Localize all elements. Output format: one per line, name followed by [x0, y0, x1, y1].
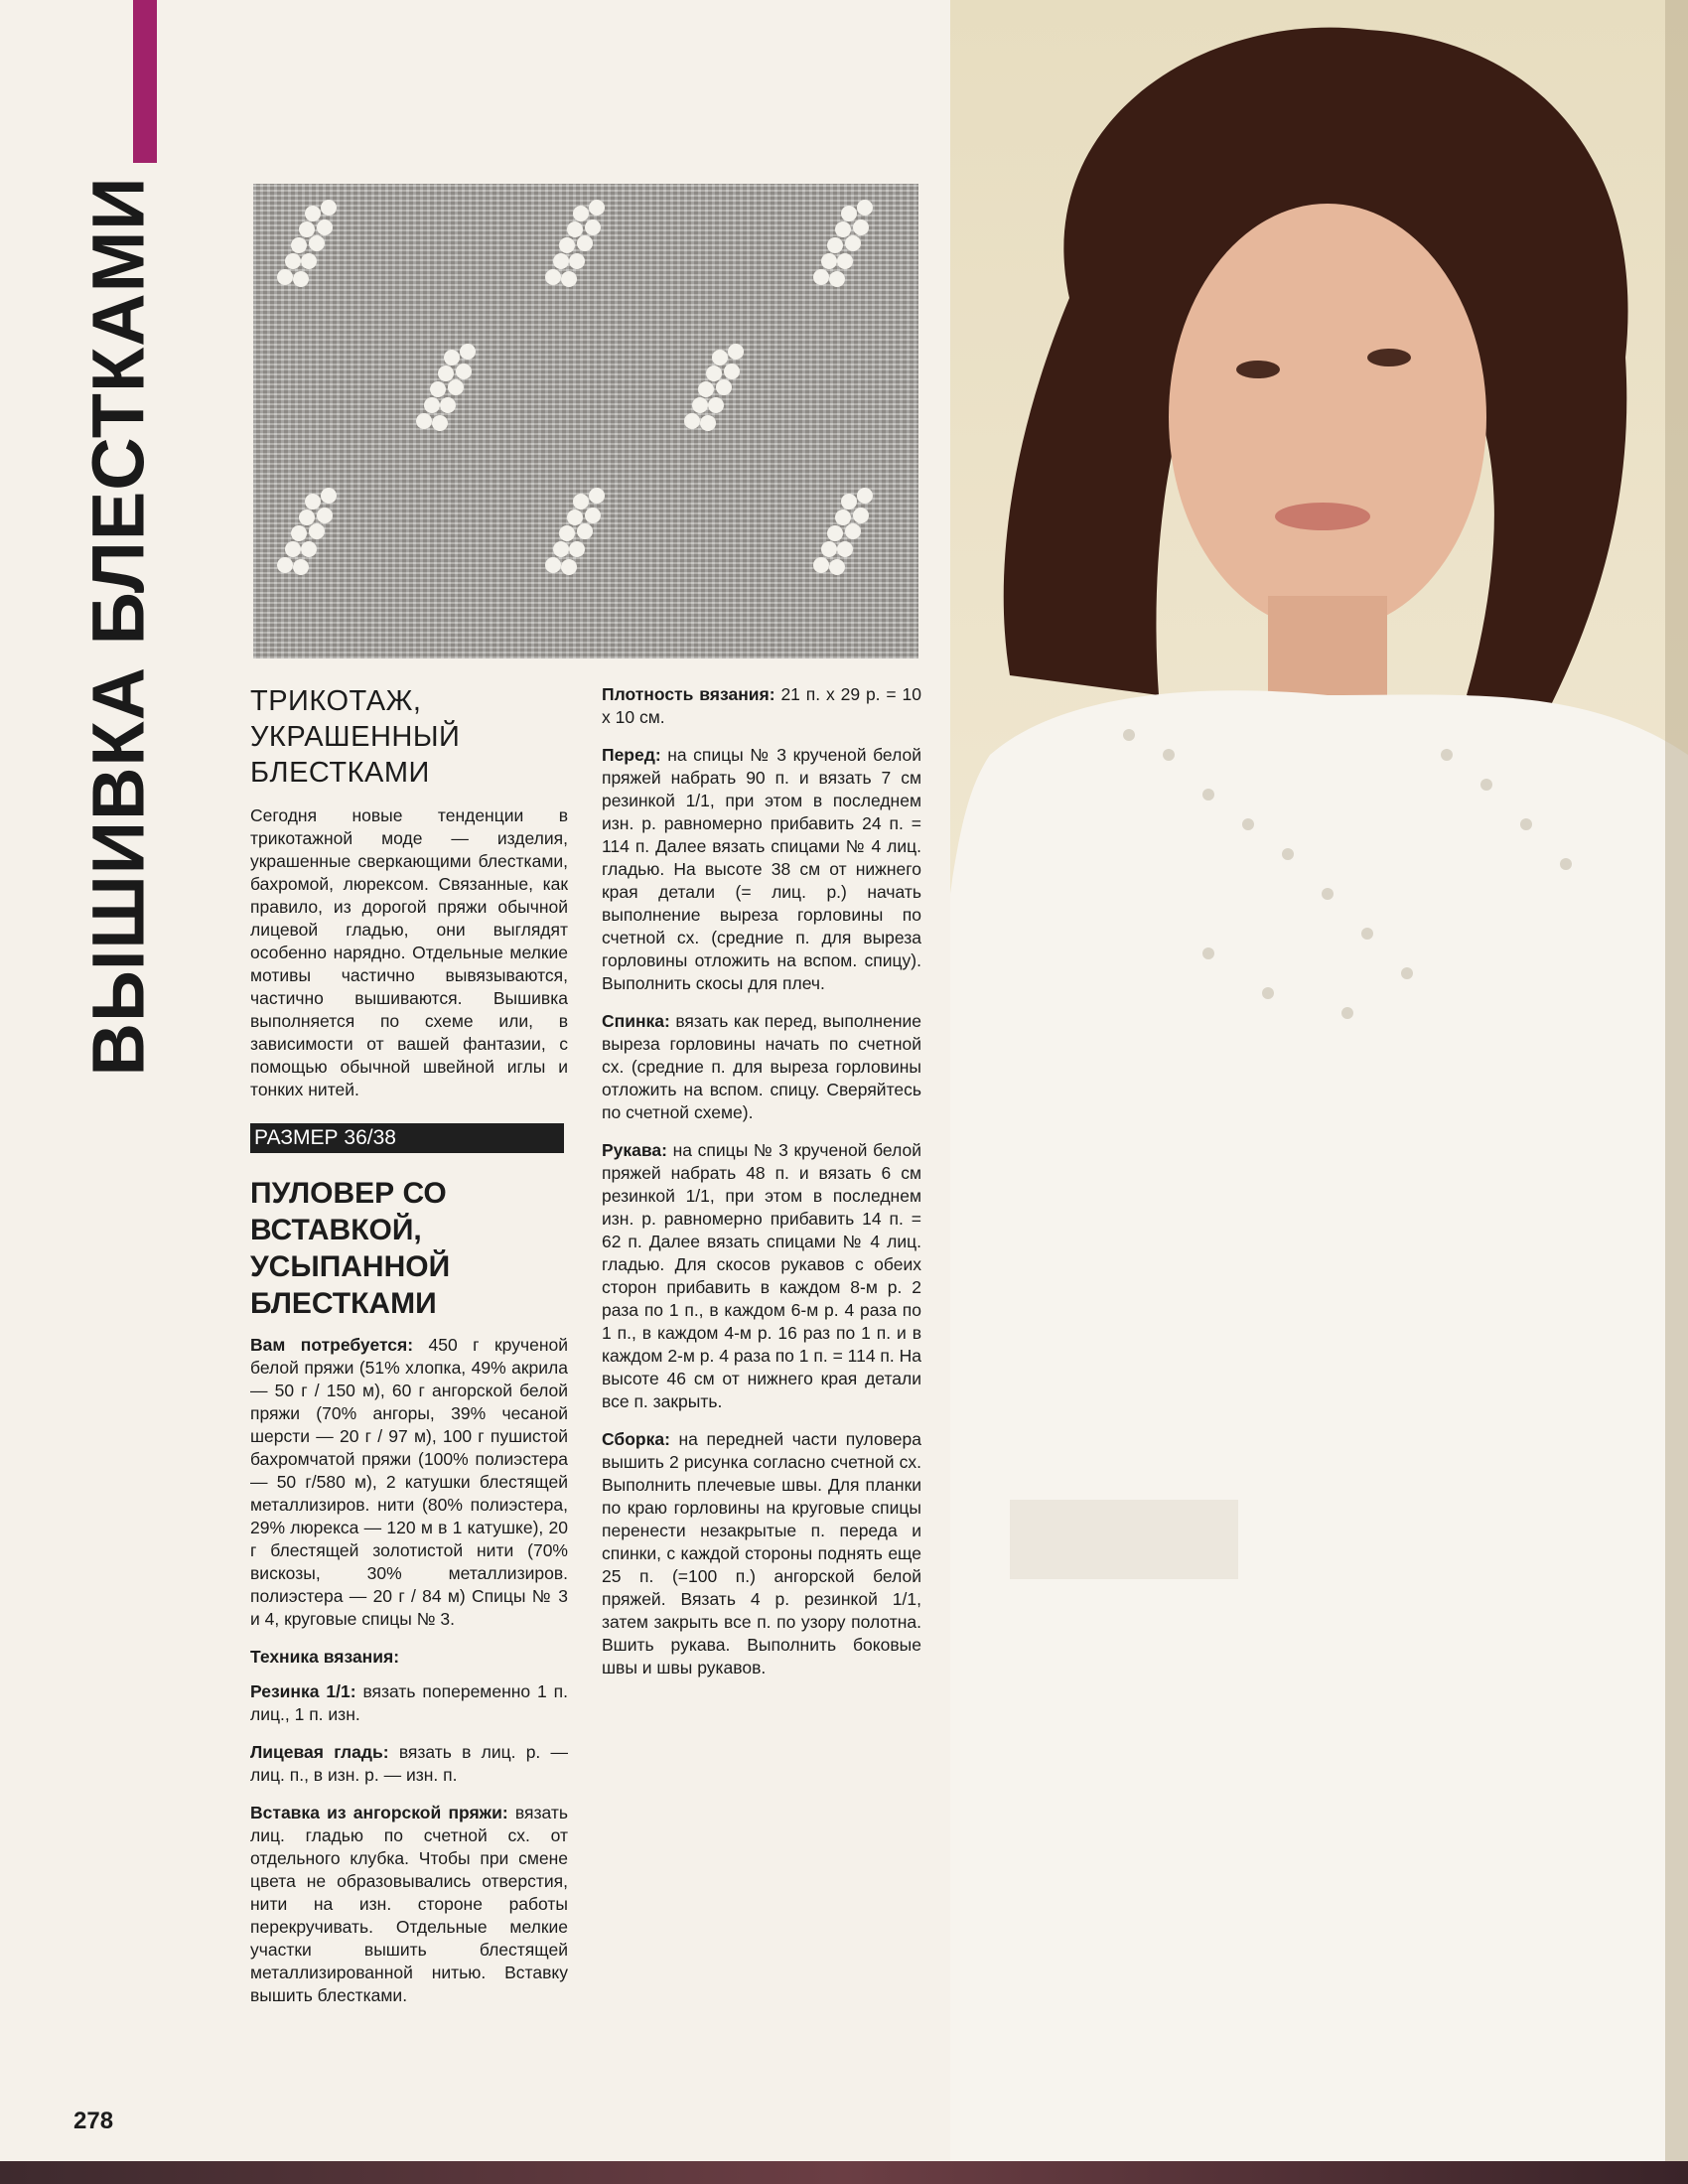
knit-swatch-photo [253, 184, 918, 658]
sequin-pattern-graphic [253, 184, 918, 658]
page-edge-shadow [1665, 0, 1688, 2184]
back-paragraph [602, 1010, 921, 1124]
back-text: вязать как перед, выполнение выреза горловины начать по счетной сх. (средние п. для выреза горловины отложить на вспом. спицу. Сверяйтесь по счетной схеме). [602, 1011, 921, 1122]
gauge-paragraph [602, 683, 921, 729]
bottom-edge-strip [0, 2161, 1688, 2184]
rib-paragraph [250, 1680, 568, 1726]
pattern-title-line: ПУЛОВЕР СО [250, 1177, 447, 1210]
pattern-title-line: УСЫПАННОЙ [250, 1250, 451, 1283]
rib-text: вязать попеременно 1 п. лиц., 1 п. изн. [250, 1681, 568, 1724]
section-title-text: ВЫШИВКА БЛЕСТКАМИ [76, 176, 160, 1076]
sleeves-label: Рукава: [602, 1140, 667, 1160]
model-illustration [950, 0, 1688, 2184]
sleeve-cuff-shape [1010, 1500, 1238, 1579]
article-heading-line: ТРИКОТАЖ, [250, 685, 422, 717]
sweater-shape [950, 690, 1688, 2184]
materials-text: 450 г крученой белой пряжи (51% хлопка, 49% акрила — 50 г / 150 м), 60 г ангорской белой пряжи (70% ангоры, 39% чесаной шерсти — 20 г / 97 м), 100 г пушистой бахромчатой пряжи (100% полиэстера — 50 г/580 м), 2 катушки блестящей металлизиров. нити (80% полиэстера, 29% люрекса — 120 м в 1 катушке), 20 г блестящей золотистой нити (70% вискозы, 30% металлизиров. полиэстера — 20 г / 84 м) Спицы № 3 и 4, круговые спицы № 3. [250, 1335, 568, 1629]
insert-paragraph [250, 1802, 568, 2007]
front-label: Перед: [602, 745, 661, 765]
pattern-title [250, 1175, 568, 1322]
page-number: 278 [73, 2108, 114, 2134]
front-text: на спицы № 3 крученой белой пряжей набрать 90 п. и вязать 7 см резинкой 1/1, при этом в последнем изн. р. равномерно прибавить 24 п. = 114 п. Далее вязать спицами № 4 лиц. гладью. На высоте 38 см от нижнего края детали (= лиц. р.) начать выполнение выреза горловины по счетной сх. (средние п. для выреза горловины отложить на вспом. спицу). Выполнить скосы для плеч. [602, 745, 921, 993]
left-column [250, 683, 568, 2022]
stockinette-paragraph [250, 1741, 568, 1787]
gauge-label: Плотность вязания: [602, 684, 775, 704]
pattern-title-line: ВСТАВКОЙ, [250, 1214, 422, 1246]
materials-label: Вам потребуется: [250, 1335, 414, 1355]
assembly-text: на передней части пуловера вышить 2 рисунка согласно счетной сх. Выполнить плечевые швы. Для планки по краю горловины на круговые спицы перенести незакрытые п. переда и спинки, с каждой стороны поднять еще 25 п. (=100 п.) ангорской белой пряжей. Вязать 4 р. резинкой 1/1, затем закрыть все п. по узору полотна. Вшить рукава. Выполнить боковые швы и швы рукавов. [602, 1429, 921, 1677]
technique-heading: Техника вязания: [250, 1647, 400, 1667]
middle-column [602, 683, 921, 1694]
insert-text: вязать лиц. гладью по счетной сх. от отдельного клубка. Чтобы при смене цвета не образовывались отверстия, нити на изн. стороне работы перекручивать. Отдельные мелкие участки вышить блестящей металлизированной нитью. Вставку вышить блестками. [250, 1803, 568, 2005]
section-title-vertical [64, 176, 173, 1076]
stockinette-text: вязать в лиц. р. — лиц. п., в изн. р. — изн. п. [250, 1742, 568, 1785]
sleeves-text: на спицы № 3 крученой белой пряжей набрать 48 п. и вязать 6 см резинкой 1/1, при этом в последнем изн. р. равномерно прибавить 14 п. = 62 п. Далее вязать спицами № 4 лиц. гладью. Для скосов рукавов с обеих сторон прибавить в каждом 8-м р. 2 раза по 1 п., в каждом 6-м р. 4 раза по 1 п., в каждом 4-м р. 16 раз по 1 п. и в каждом 2-м р. 4 раза по 1 п. = 114 п. На высоте 46 см от нижнего края детали все п. закрыть. [602, 1140, 921, 1411]
left-eye-shape [1236, 361, 1280, 378]
size-label-bar: РАЗМЕР 36/38 [250, 1123, 564, 1153]
assembly-label: Сборка: [602, 1429, 670, 1449]
neck-shape [1268, 596, 1387, 705]
right-eye-shape [1367, 349, 1411, 366]
face-shape [1169, 204, 1486, 631]
model-photo [950, 0, 1688, 2184]
rib-label: Резинка 1/1: [250, 1681, 356, 1701]
insert-label: Вставка из ангорской пряжи: [250, 1803, 508, 1822]
assembly-paragraph [602, 1428, 921, 1679]
article-body: Сегодня новые тенденции в трикотажной моде — изделия, украшенные сверкающими блестками, бахромой, люрексом. Связанные, как правило, из дорогой пряжи обычной лицевой гладью, они выглядят особенно нарядно. Отдельные мелкие мотивы частично вывязываются, частично вышиваются. Вышивка выполняется по схеме или, в зависимости от вашей фантазии, с помощью обычной швейной иглы и тонких нитей. [250, 805, 568, 1099]
back-label: Спинка: [602, 1011, 670, 1031]
accent-bar [133, 0, 157, 163]
pattern-title-line: БЛЕСТКАМИ [250, 1287, 437, 1320]
front-paragraph [602, 744, 921, 995]
article-heading [250, 683, 568, 791]
gauge-text: 21 п. x 29 р. = 10 x 10 см. [602, 684, 921, 727]
article-heading-line: УКРАШЕННЫЙ [250, 721, 461, 753]
lips-shape [1275, 503, 1370, 530]
sleeves-paragraph [602, 1139, 921, 1413]
materials-paragraph [250, 1334, 568, 1631]
stockinette-label: Лицевая гладь: [250, 1742, 389, 1762]
article-heading-line: БЛЕСТКАМИ [250, 757, 430, 789]
